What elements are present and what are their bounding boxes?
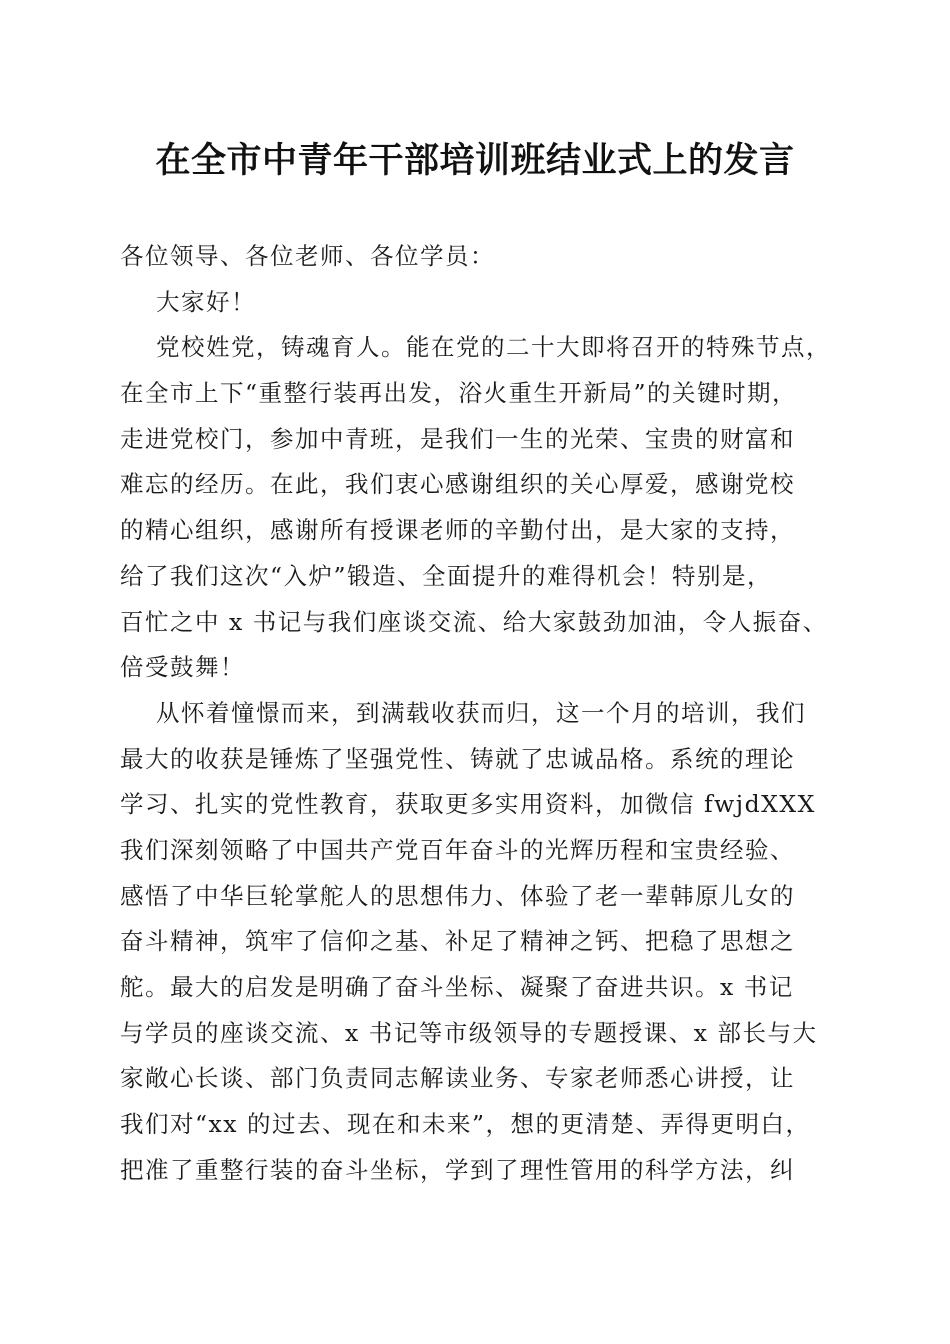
text-line: 各位领导、各位老师、各位学员： — [120, 242, 495, 270]
text-line: 与学员的座谈交流、x 书记等市级领导的专题授课、x 部长与大 — [120, 1018, 818, 1047]
text-line: 我们对“xx 的过去、现在和未来”，想的更清楚、弄得更明白， — [120, 1110, 811, 1139]
text-line: 把准了重整行装的奋斗坐标，学到了理性管用的科学方法，纠 — [120, 1155, 795, 1184]
text-line: 从怀着憧憬而来，到满载收获而归，这一个月的培训，我们 — [156, 698, 806, 727]
text-line: 奋斗精神，筑牢了信仰之基、补足了精神之钙、把稳了思想之 — [120, 927, 795, 956]
text-line: 舵。最大的启发是明确了奋斗坐标、凝聚了奋进共识。x 书记 — [120, 973, 794, 1001]
document-body — [120, 234, 840, 1193]
text-line: 难忘的经历。在此，我们衷心感谢组织的关心厚爱，感谢党校 — [120, 470, 795, 499]
text-line: 感悟了中华巨轮掌舵人的思想伟力、体验了老一辈韩原儿女的 — [120, 881, 795, 910]
text-line: 的精心组织，感谢所有授课老师的辛勤付出，是大家的支持， — [120, 516, 795, 545]
text-line: 党校姓党，铸魂育人。能在党的二十大即将召开的特殊节点， — [156, 333, 831, 362]
text-line: 大家好！ — [156, 287, 256, 316]
text-line: 走进党校门，参加中青班，是我们一生的光荣、宝贵的财富和 — [120, 424, 795, 453]
text-line: 我们深刻领略了中国共产党百年奋斗的光辉历程和宝贵经验、 — [120, 835, 795, 864]
text-line: 倍受鼓舞！ — [120, 653, 245, 682]
text-line: 学习、扎实的党性教育，获取更多实用资料，加微信 fwjdXXX — [120, 790, 816, 819]
text-line: 在全市上下“重整行装再出发，浴火重生开新局”的关键时期， — [120, 379, 798, 408]
text-line: 给了我们这次“入炉”锻造、全面提升的难得机会！特别是， — [120, 561, 773, 590]
text-line: 家敞心长谈、部门负责同志解读业务、专家老师悉心讲授，让 — [120, 1064, 795, 1093]
document-title: 在全市中青年干部培训班结业式上的发言 — [155, 140, 795, 181]
text-line: 百忙之中 x 书记与我们座谈交流、给大家鼓劲加油，令人振奋、 — [120, 607, 828, 636]
text-line: 最大的收获是锤炼了坚强党性、铸就了忠诚品格。系统的理论 — [120, 744, 795, 773]
